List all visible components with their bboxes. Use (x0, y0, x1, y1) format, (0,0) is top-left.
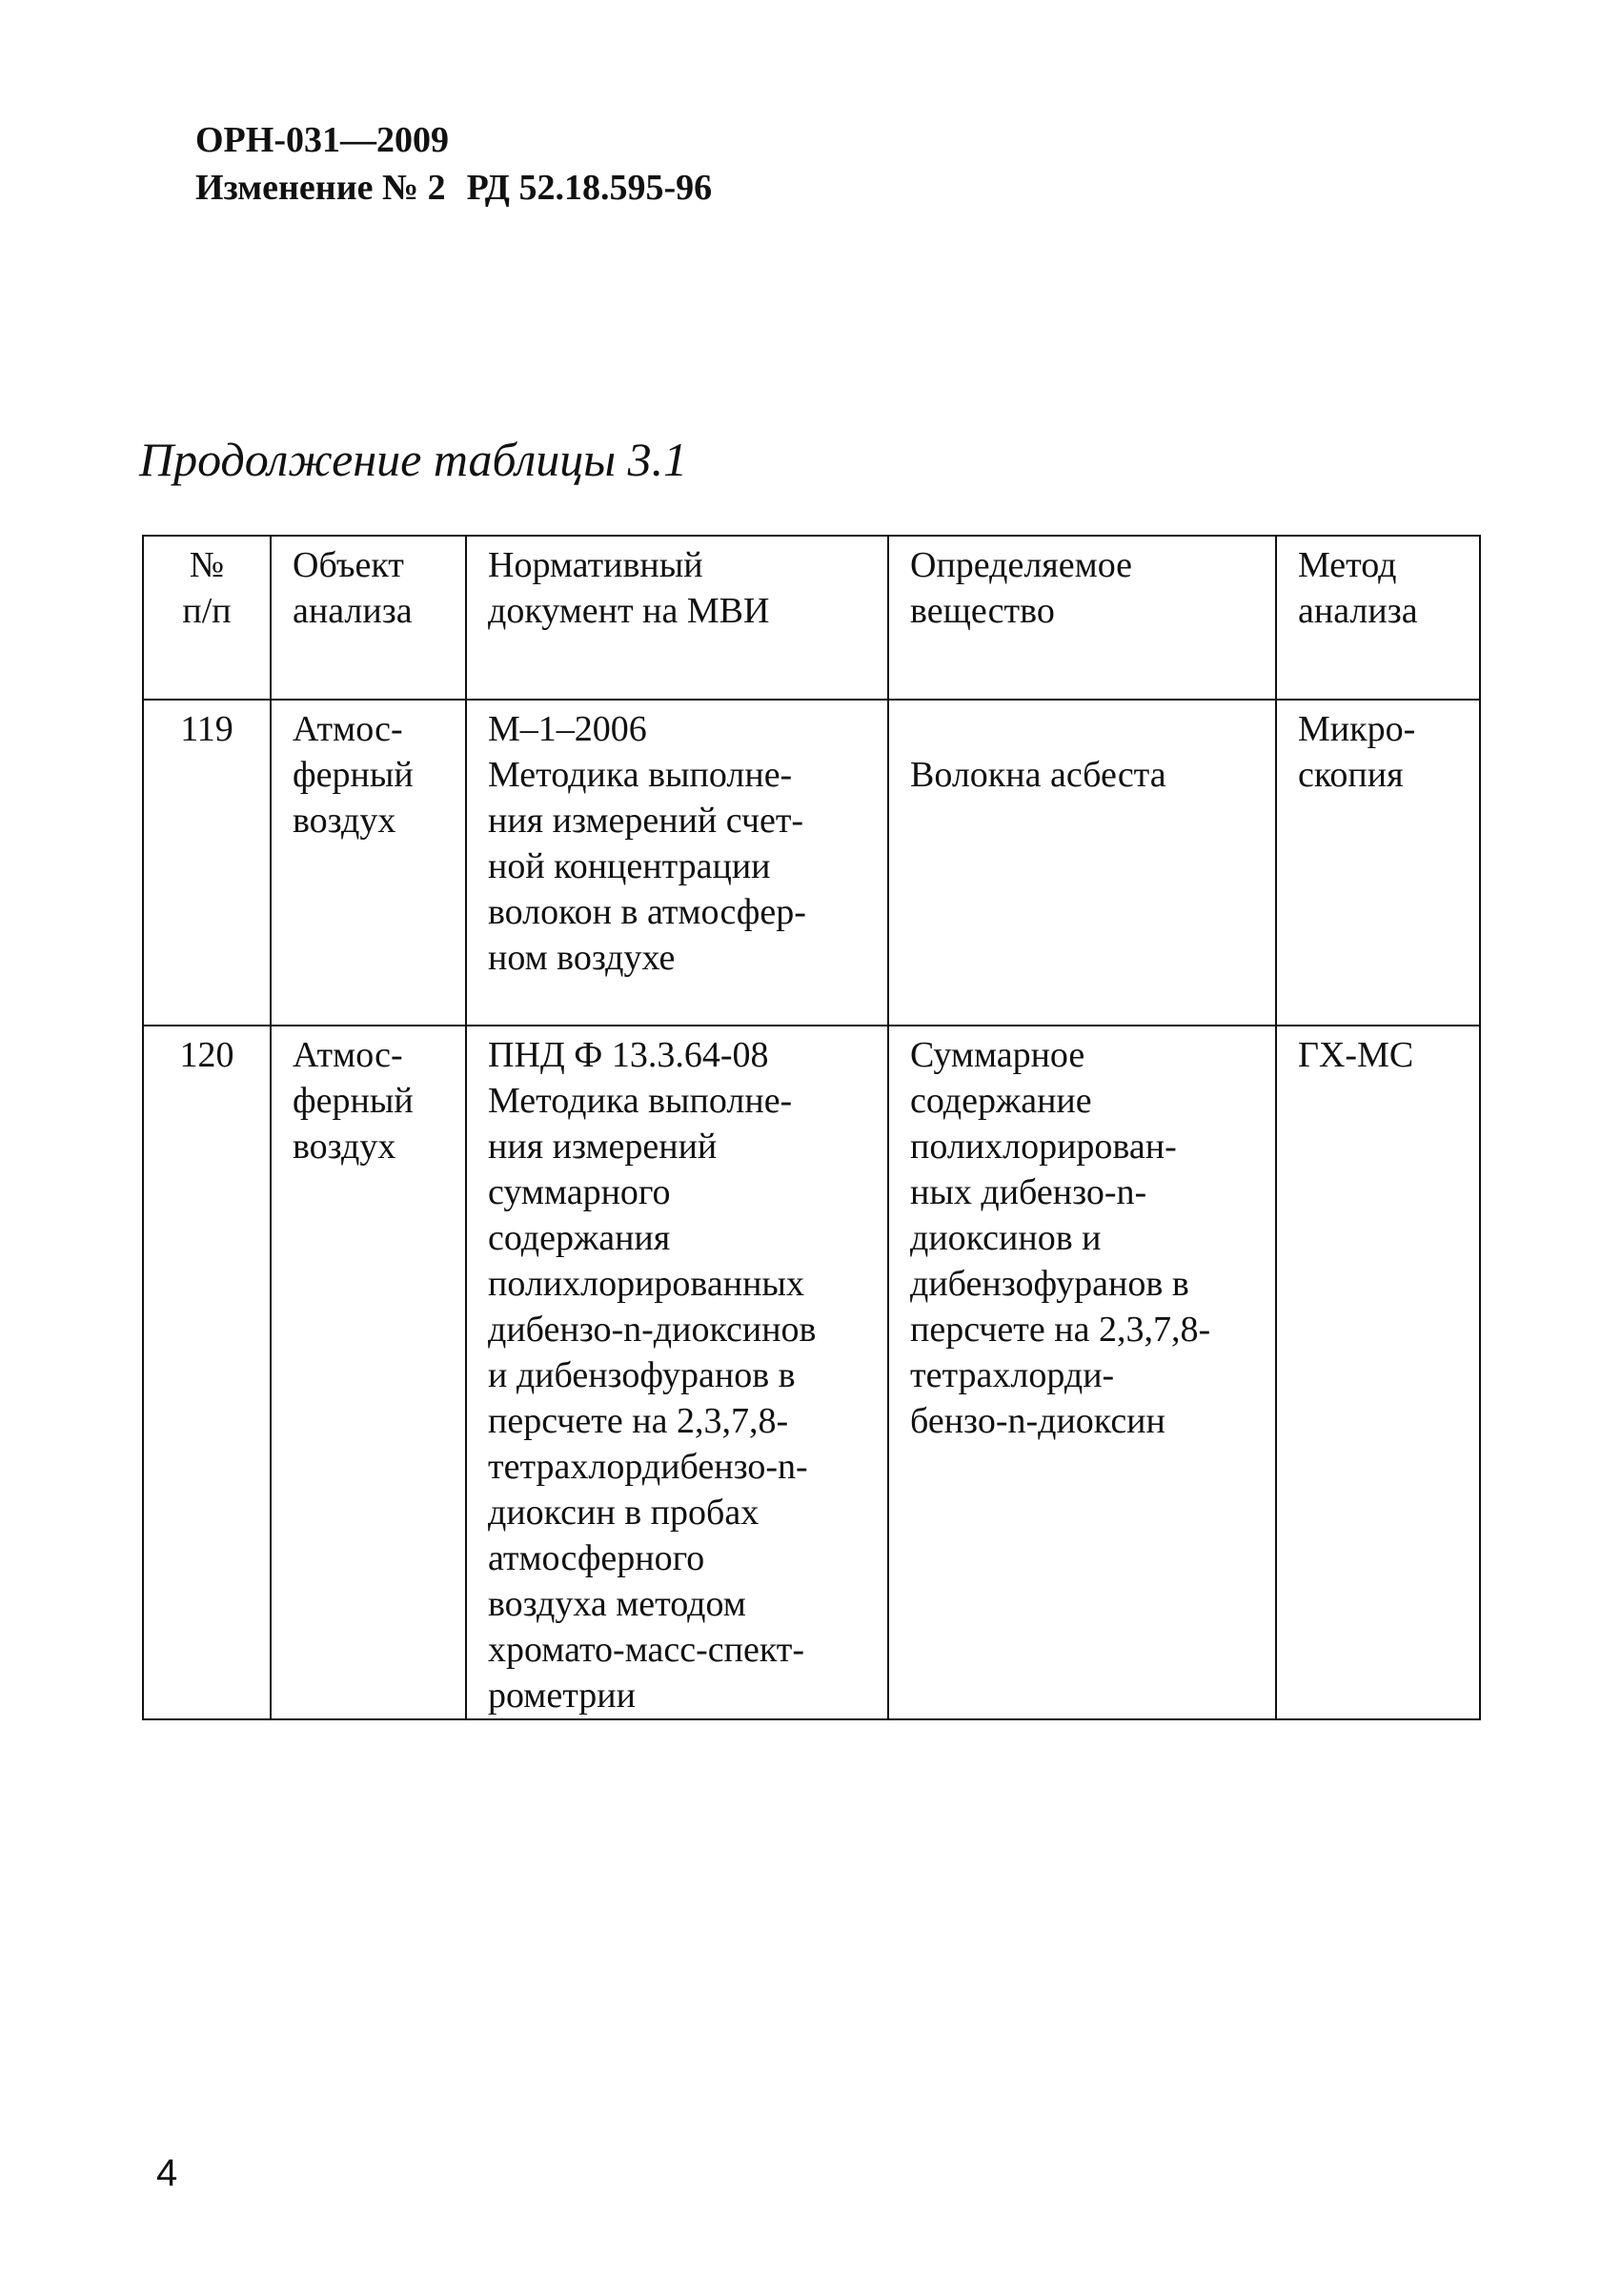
cell-text: ферный (293, 1081, 414, 1121)
header-text: вещество (910, 591, 1055, 631)
cell-text: диоксин в пробах (488, 1493, 760, 1533)
cell-text: полихлорированных (488, 1264, 804, 1304)
document-header (195, 116, 712, 212)
cell-text: ных дибензо-n- (910, 1172, 1147, 1212)
cell-text: персчете на 2,3,7,8- (910, 1310, 1211, 1350)
cell-text: хромато-масс-спект- (488, 1630, 805, 1670)
cell-text: атмосферного (488, 1538, 705, 1578)
cell-text: ПНД Ф 13.3.64-08 (488, 1035, 769, 1075)
cell-text: Методика выполне- (488, 755, 793, 795)
header-text: анализа (293, 591, 413, 631)
header-cell-document (466, 536, 888, 700)
cell-text: скопия (1298, 755, 1404, 795)
header-cell-number (143, 536, 271, 700)
cell-text: волокон в атмосфер- (488, 892, 806, 932)
cell-text: дибензо-n-диоксинов (488, 1310, 817, 1350)
cell-text: Атмос- (293, 1035, 403, 1075)
cell-text: персчете на 2,3,7,8- (488, 1401, 789, 1441)
table-header-row (143, 536, 1480, 700)
cell-text: ния измерений счет- (488, 801, 804, 841)
row-substance (888, 1026, 1276, 1719)
header-text: Нормативный (488, 545, 703, 585)
table-caption: Продолжение таблицы 3.1 (139, 433, 688, 486)
cell-text: ГХ-МС (1298, 1035, 1414, 1075)
cell-text: бензо-n-диоксин (910, 1401, 1165, 1441)
document-code: ОРН-031—2009 (195, 120, 449, 160)
cell-text: Суммарное (910, 1035, 1085, 1075)
cell-text: ной концентрации (488, 846, 771, 886)
row-method (1276, 700, 1480, 1026)
header-cell-substance (888, 536, 1276, 700)
row-number-text: 119 (180, 709, 233, 749)
amendment-number: Изменение № 2 (195, 168, 446, 208)
cell-text: воздух (293, 1127, 396, 1167)
row-number (143, 700, 271, 1026)
header-cell-object (271, 536, 466, 700)
row-method (1276, 1026, 1480, 1719)
cell-text: и дибензофуранов в (488, 1355, 796, 1395)
cell-text: Волокна асбеста (910, 755, 1166, 795)
row-object (271, 700, 466, 1026)
row-number (143, 1026, 271, 1719)
row-substance (888, 700, 1276, 1026)
cell-text: ния измерений (488, 1127, 718, 1167)
row-document (466, 700, 888, 1026)
methods-table (142, 535, 1481, 1720)
header-text: № (189, 545, 225, 585)
cell-text: полихлорирован- (910, 1127, 1177, 1167)
cell-text: воздуха методом (488, 1584, 746, 1624)
header-text: п/п (182, 591, 232, 631)
table-row (143, 1026, 1480, 1719)
row-document (466, 1026, 888, 1719)
cell-text: Микро- (1298, 709, 1416, 749)
cell-text: тетрахлордибензо-n- (488, 1447, 808, 1487)
header-text: Определяемое (910, 545, 1133, 585)
header-text: Объект (293, 545, 404, 585)
header-text: анализа (1298, 591, 1418, 631)
cell-text: содержание (910, 1081, 1092, 1121)
cell-text: рометрии (488, 1676, 636, 1716)
cell-text: воздух (293, 801, 396, 841)
cell-text: суммарного (488, 1172, 671, 1212)
cell-text: содержания (488, 1218, 671, 1258)
header-text: документ на МВИ (488, 591, 770, 631)
cell-text: М–1–2006 (488, 709, 647, 749)
page-number: 4 (156, 2152, 178, 2194)
header-text: Метод (1298, 545, 1397, 585)
cell-text: тетрахлорди- (910, 1355, 1115, 1395)
cell-text: Методика выполне- (488, 1081, 793, 1121)
row-object (271, 1026, 466, 1719)
table-row (143, 700, 1480, 1026)
row-number-text: 120 (179, 1035, 234, 1075)
cell-text: Атмос- (293, 709, 403, 749)
standard-code: РД 52.18.595-96 (466, 168, 713, 208)
cell-text: ном воздухе (488, 938, 676, 978)
cell-text: ферный (293, 755, 414, 795)
cell-text: диоксинов и (910, 1218, 1102, 1258)
amendment-line (195, 164, 712, 212)
cell-text: дибензофуранов в (910, 1264, 1189, 1304)
header-cell-method (1276, 536, 1480, 700)
